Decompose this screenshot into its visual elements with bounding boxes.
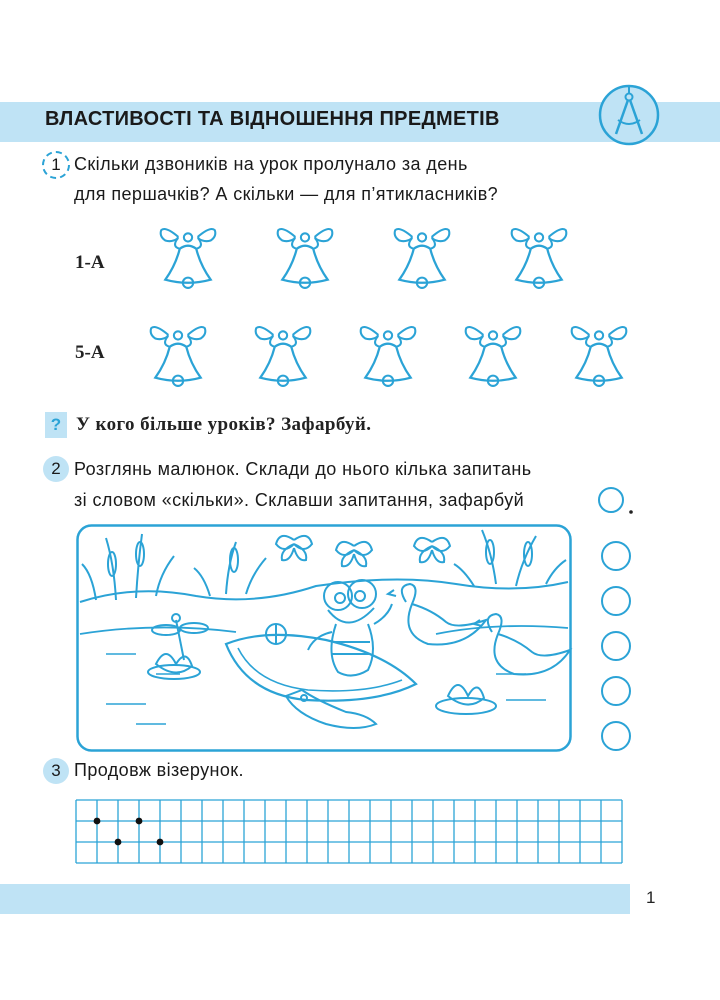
bell-icon[interactable] (272, 224, 338, 290)
bell-icon[interactable] (355, 322, 421, 388)
pattern-dots (94, 818, 164, 846)
question-badge: ? (45, 412, 67, 438)
answer-circles (600, 540, 636, 752)
bell-icon[interactable] (145, 322, 211, 388)
inline-circle-icon (597, 484, 637, 518)
answer-circle[interactable] (602, 722, 630, 750)
task1-question: У кого більше уроків? Зафарбуй. (76, 414, 372, 435)
task3-text: Продовж візерунок. (74, 760, 244, 780)
pattern-grid[interactable] (76, 800, 622, 864)
answer-circle[interactable] (602, 542, 630, 570)
bell-icon[interactable] (506, 224, 572, 290)
pond-picture (76, 524, 572, 752)
bell-icon[interactable] (389, 224, 455, 290)
task-number-2: 2 (43, 456, 69, 482)
bell-icon[interactable] (460, 322, 526, 388)
footer-band (0, 884, 630, 914)
bell-icon[interactable] (155, 224, 221, 290)
task2-line1: Розглянь малюнок. Склади до нього кілька запитань (74, 459, 532, 479)
task-number-1: 1 (42, 151, 70, 179)
answer-circle[interactable] (602, 632, 630, 660)
row-label-1a: 1-А (75, 252, 105, 273)
page-number: 1 (646, 888, 656, 907)
row-label-5a: 5-А (75, 342, 105, 363)
bell-icon[interactable] (566, 322, 632, 388)
answer-circle[interactable] (602, 587, 630, 615)
task2-line2: зі словом «скільки». Склавши запитання, зафарбуй (74, 490, 525, 510)
compass-icon (598, 84, 660, 146)
answer-circle[interactable] (602, 677, 630, 705)
task1-line1: Скільки дзвоників на урок пролунало за день (74, 154, 468, 174)
task-number-3: 3 (43, 758, 69, 784)
task1-line2: для першачків? А скільки — для п’ятикласників? (74, 184, 499, 204)
page-title: ВЛАСТИВОСТІ ТА ВІДНОШЕННЯ ПРЕДМЕТІВ (45, 108, 500, 130)
bell-icon[interactable] (250, 322, 316, 388)
